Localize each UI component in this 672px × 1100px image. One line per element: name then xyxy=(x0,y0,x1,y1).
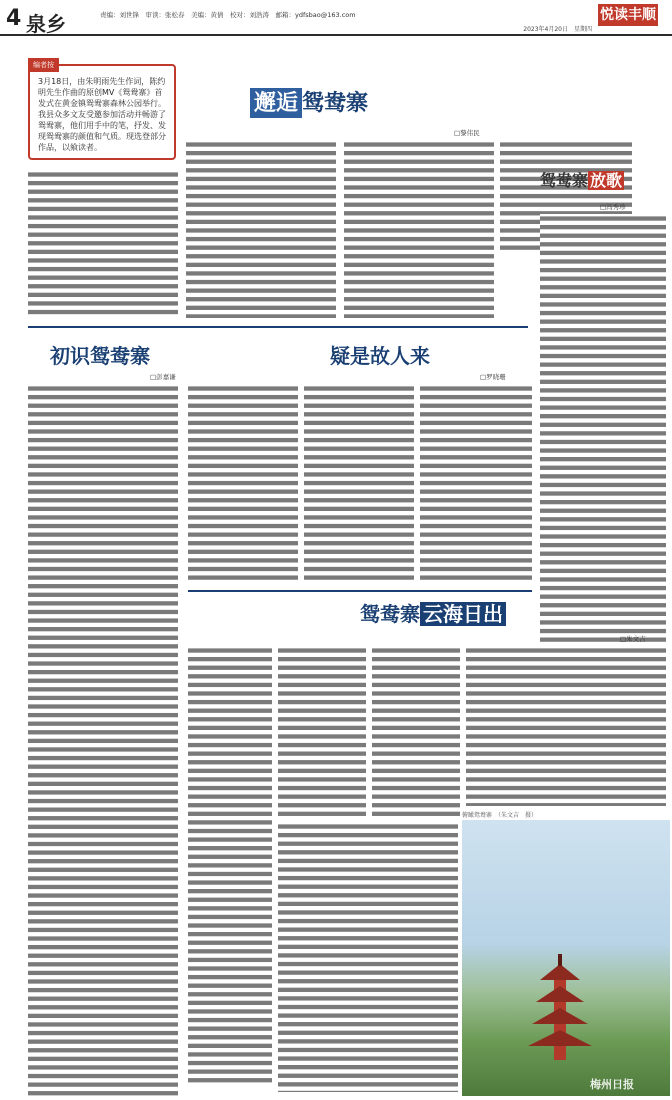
page-number: 4 xyxy=(6,6,22,31)
article1-title-main: 鸳鸯寨 xyxy=(302,90,369,116)
editor-note-text: 3月18日，由朱明雨先生作词，陈约明先生作曲的原创MV《鸳鸯寨》首发式在黄金镇鸳鸯寨森林公园举行。我县众多文友受邀参加活动并畅游了鸳鸯寨，他们用手中的笔，抒发、发现鸳鸯寨的颜值和气质。现选登部分作品，以飨读者。 xyxy=(38,77,166,152)
article5-col1 xyxy=(188,646,272,1086)
article2-title xyxy=(540,168,624,191)
article1-author: □黎伟民 xyxy=(454,129,480,137)
section-name: 泉乡 xyxy=(26,12,66,36)
article1-title xyxy=(250,86,368,117)
article4-author: □罗晓珊 xyxy=(480,373,506,381)
article4-col2 xyxy=(304,384,414,580)
credits: 责编：刘世锋 审读：张松春 美编：黄倩 校对：刘浩涛 邮箱：ydfsbao@163.com xyxy=(100,11,356,19)
brand-badge: 悦读丰顺 xyxy=(598,4,658,26)
article5-author: □朱文吉 xyxy=(620,635,646,643)
section-divider-2 xyxy=(188,590,532,592)
article1-col3 xyxy=(344,140,494,318)
article3-title: 初识鸳鸯寨 xyxy=(50,344,150,368)
article4-col3 xyxy=(420,384,532,580)
issue-date: 2023年4月20日 星期四 xyxy=(523,26,592,33)
pagoda-illustration xyxy=(520,950,600,1070)
article5-col2 xyxy=(278,646,366,816)
article5-title-highlight: 云海日出 xyxy=(420,602,506,626)
article3-author: □彭嘉谦 xyxy=(150,373,176,381)
article2-poem-col xyxy=(540,214,666,654)
article5-col3 xyxy=(372,646,460,816)
article5-col4 xyxy=(466,646,666,806)
article4-col1 xyxy=(188,384,298,580)
article3-col1 xyxy=(28,384,178,1096)
article4-title: 疑是故人来 xyxy=(330,344,430,368)
photo-caption: 俯瞰鸳鸯寨 （朱文吉 摄） xyxy=(462,812,538,819)
editor-note-box xyxy=(28,64,176,160)
article5-col5 xyxy=(278,822,458,1092)
article2-title-highlight: 放歌 xyxy=(590,171,623,190)
newspaper-watermark: 梅州日报 xyxy=(590,1078,634,1091)
article2-author: □冯秀珍 xyxy=(600,203,626,211)
section-divider xyxy=(28,326,528,328)
article5-title xyxy=(360,598,506,627)
article1-col2 xyxy=(186,140,336,318)
article2-title-main: 鸳鸯寨 xyxy=(540,171,589,190)
editor-note-tag: 编者按 xyxy=(28,58,59,72)
article1-title-highlight: 邂逅 xyxy=(250,88,302,118)
article5-title-main: 鸳鸯寨 xyxy=(360,602,420,626)
article1-col1 xyxy=(28,170,178,318)
